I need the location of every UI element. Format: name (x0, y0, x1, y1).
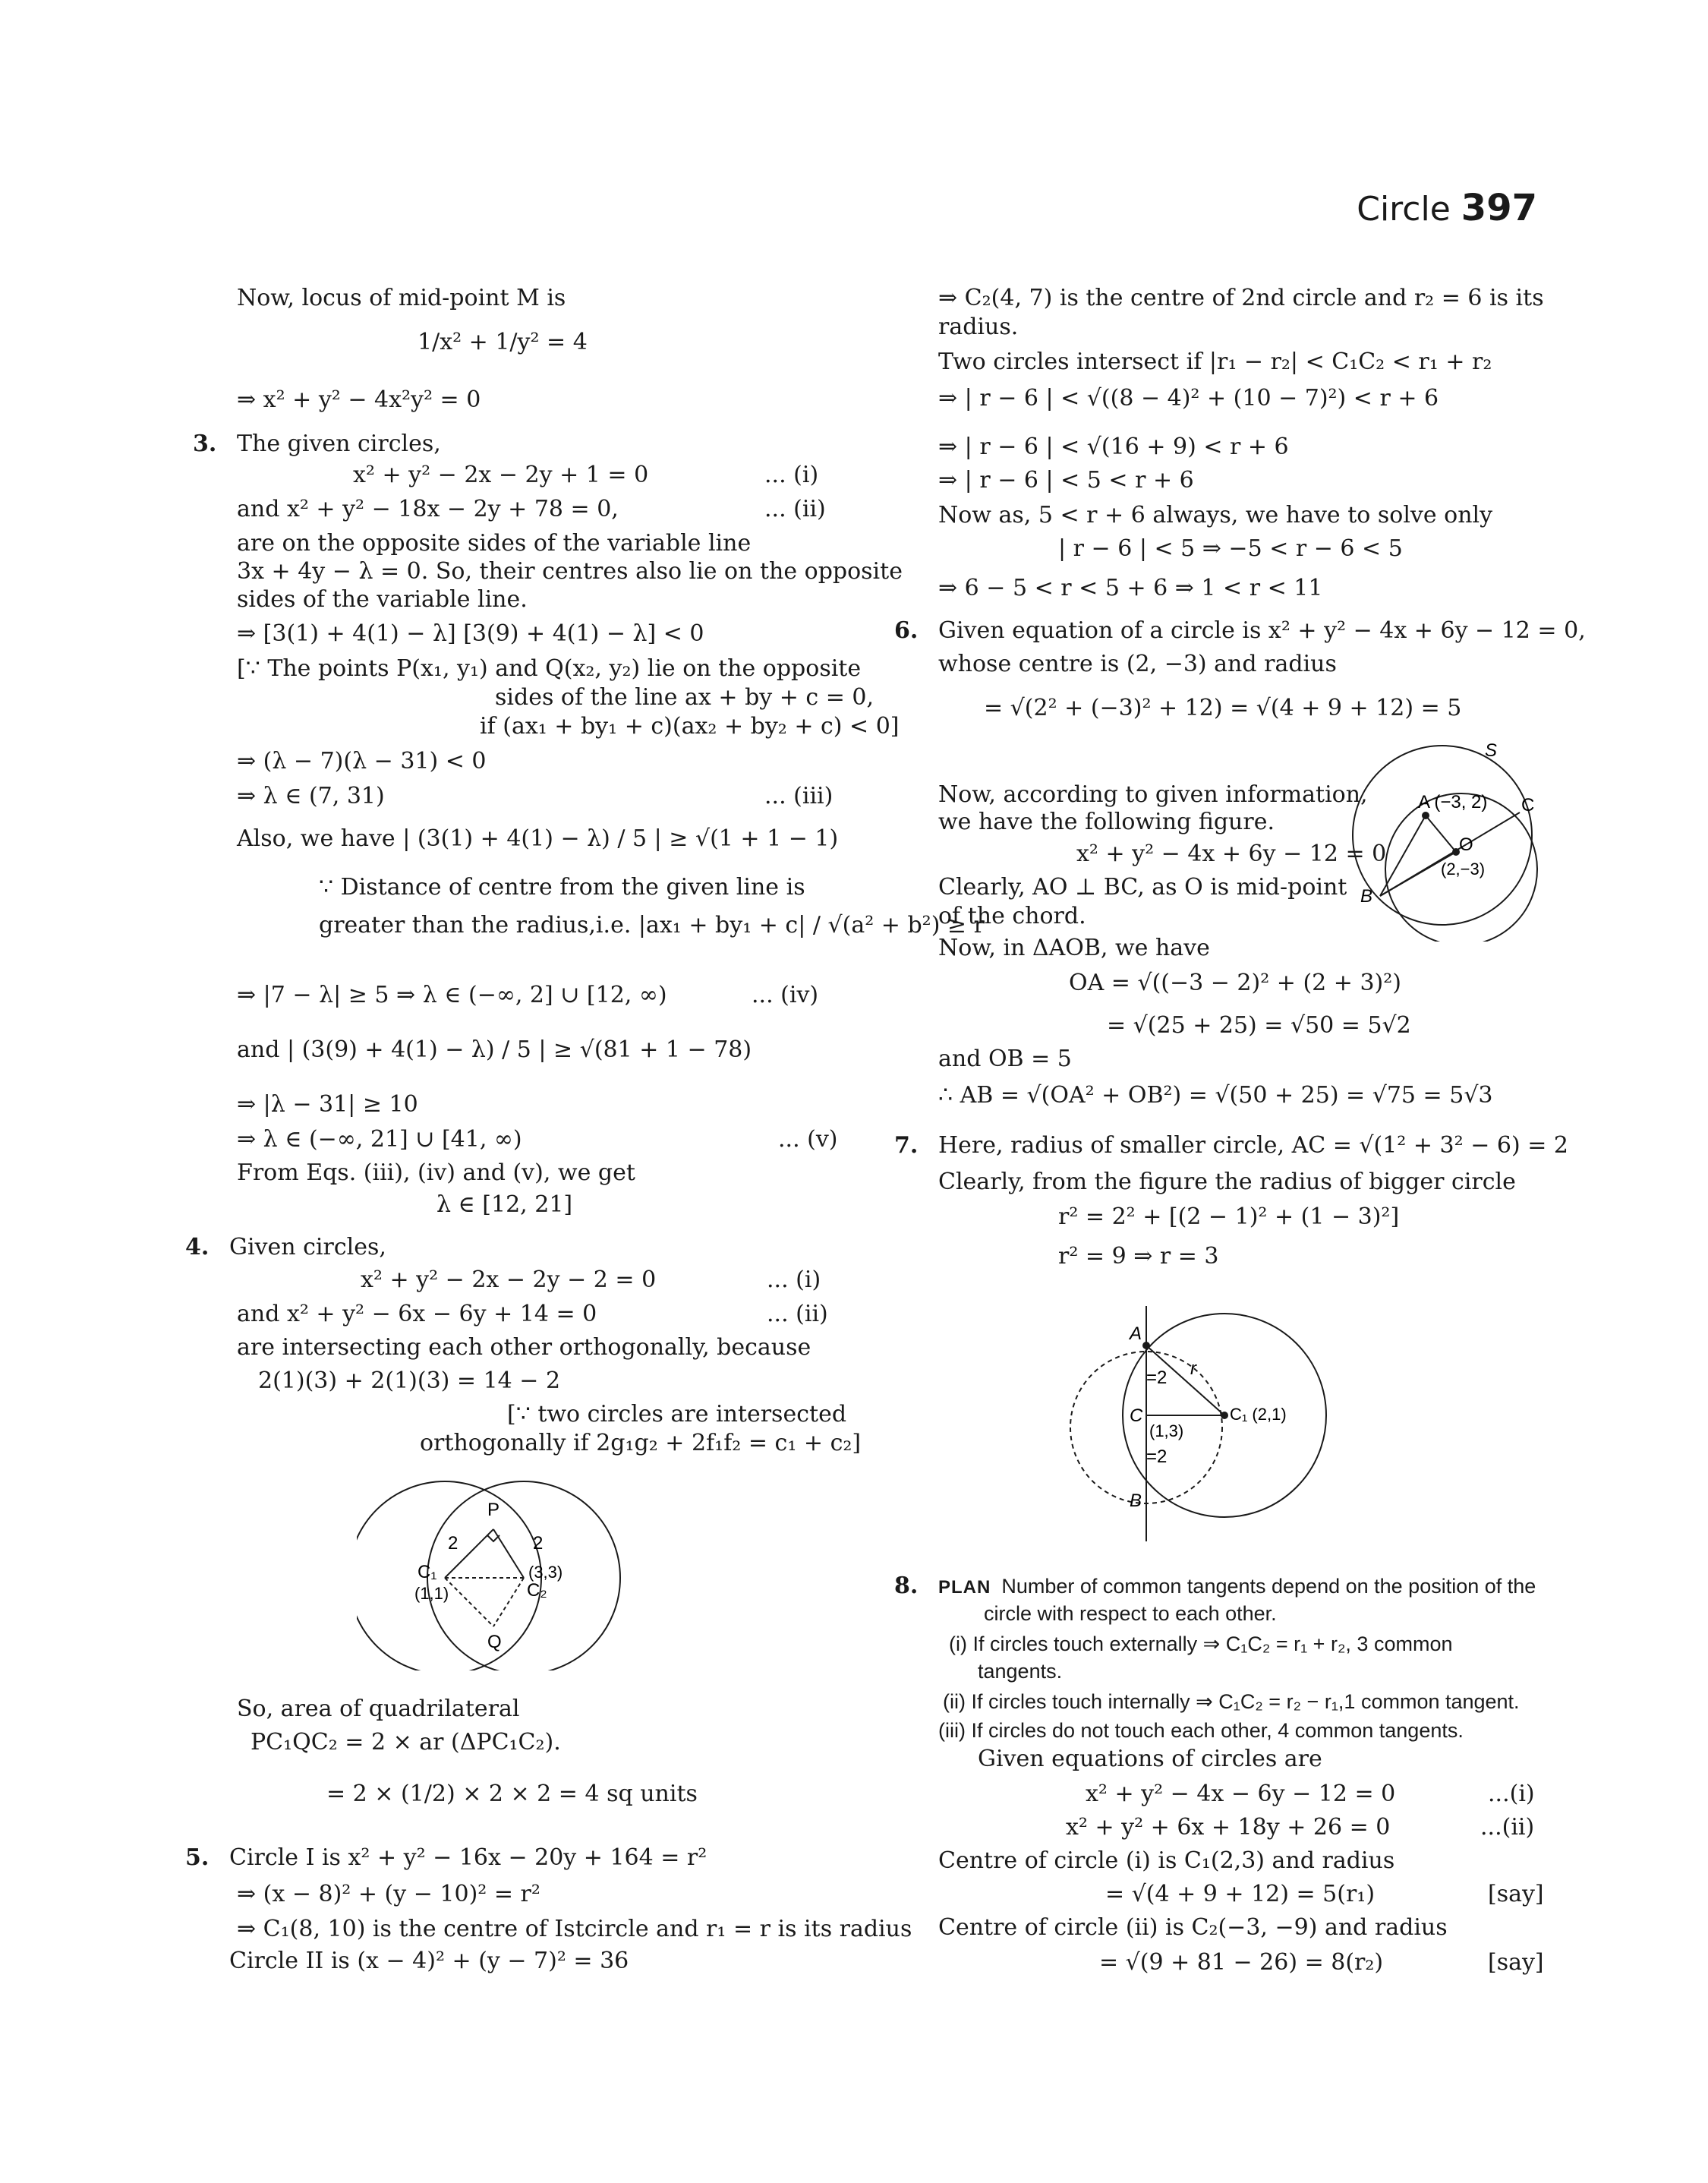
equation: ⇒ |7 − λ| ≥ 5 ⇒ λ ∈ (−∞, 2] ∪ [12, ∞) (237, 982, 667, 1008)
equation: ⇒ [3(1) + 4(1) − λ] [3(9) + 4(1) − λ] < 0 (237, 620, 704, 647)
figure-common-chord (1055, 1306, 1344, 1549)
problem-number: 7. (894, 1132, 919, 1159)
equation-tag: [say] (1488, 1949, 1544, 1976)
label-two-upper: =2 (1146, 1368, 1168, 1388)
text-line: sides of the line ax + by + c = 0, (495, 684, 874, 711)
equation: ⇒ | r − 6 | < √((8 − 4)² + (10 − 7)²) < r + 6 (938, 385, 1439, 412)
equation: = √(4 + 9 + 12) = 5(r₁) (1105, 1881, 1376, 1907)
equation-tag: ... (i) (764, 462, 819, 488)
equation: ⇒ (x − 8)² + (y − 10)² = r² (237, 1881, 540, 1907)
chapter-title: Circle (1357, 190, 1451, 229)
equation: ⇒ x² + y² − 4x²y² = 0 (237, 386, 481, 413)
label-r2: 2 (533, 1533, 544, 1554)
dashed-c2q (493, 1578, 524, 1626)
label-s: S (1485, 740, 1498, 761)
dashed-c1q (445, 1578, 493, 1626)
segment-ao (1426, 815, 1456, 852)
list-item: (iii) If circles do not touch each other, 4 common tangents. (938, 1719, 1464, 1742)
text-line: ⇒ C₁(8, 10) is the centre of Istcircle and r₁ = r is its radius (237, 1916, 912, 1942)
problem-number: 3. (193, 431, 217, 457)
label-c2-coords: (3,3) (528, 1563, 563, 1582)
problem-8 (894, 1572, 1536, 1602)
label-c1: C₁ (418, 1562, 437, 1582)
label-two-lower: =2 (1146, 1446, 1168, 1467)
list-item: (i) If circles touch externally ⇒ C₁C₂ = r₁ + r₂, 3 common (949, 1633, 1453, 1655)
label-o-coords: (2,−3) (1441, 860, 1486, 879)
label-c2: C₂ (527, 1580, 547, 1601)
text-line: Given equations of circles are (978, 1746, 1322, 1772)
label-c1: C₁ (2,1) (1230, 1405, 1287, 1424)
text-line: sides of the variable line. (237, 586, 528, 613)
text-line: Number of common tangents depend on the position of the (1001, 1575, 1536, 1598)
problem-number: 5. (185, 1844, 210, 1871)
equation: | r − 6 | < 5 ⇒ −5 < r − 6 < 5 (1058, 535, 1403, 562)
equation: Circle II is (x − 4)² + (y − 7)² = 36 (229, 1948, 629, 1974)
equation: ⇒ |λ − 31| ≥ 10 (237, 1091, 418, 1118)
equation-tag: ...(ii) (1480, 1814, 1535, 1841)
equation: PC₁QC₂ = 2 × ar (ΔPC₁C₂). (251, 1729, 561, 1756)
label-c1-coords: (1,1) (414, 1584, 449, 1603)
text-line: circle with respect to each other. (984, 1602, 1277, 1625)
text-line: ⇒ C₂(4, 7) is the centre of 2nd circle and r₂ = 6 is its (938, 285, 1544, 311)
equation: ⇒ | r − 6 | < √(16 + 9) < r + 6 (938, 434, 1289, 460)
text-line: Now, in ΔAOB, we have (938, 935, 1210, 961)
text-line: The given circles, (237, 431, 441, 457)
label-r1: 2 (448, 1533, 459, 1554)
text-line: of the chord. (938, 903, 1086, 929)
point-a (1142, 1342, 1150, 1349)
equation: and | (3(9) + 4(1) − λ) / 5 | ≥ √(81 + 1 − 78) (237, 1036, 752, 1063)
label-p: P (487, 1500, 500, 1520)
label-q: Q (487, 1632, 502, 1652)
equation: 2(1)(3) + 2(1)(3) = 14 − 2 (258, 1368, 561, 1394)
equation-tag: ... (i) (767, 1267, 821, 1293)
text-line: Centre of circle (i) is C₁(2,3) and radius (938, 1847, 1395, 1874)
text-line: Now as, 5 < r + 6 always, we have to solve only (938, 502, 1493, 528)
right-angle-mark (487, 1535, 499, 1541)
equation: = √(9 + 81 − 26) = 8(r₂) (1099, 1949, 1384, 1976)
equation: ⇒ (λ − 7)(λ − 31) < 0 (237, 748, 487, 774)
problem-number: 4. (185, 1234, 210, 1260)
text-line: Clearly, from the figure the radius of bigger circle (938, 1169, 1516, 1195)
point-a (1422, 812, 1429, 819)
label-c: C (1130, 1405, 1143, 1426)
problem-4 (185, 1233, 386, 1262)
figure-orthogonal-circles (357, 1481, 630, 1670)
equation: x² + y² + 6x + 18y + 26 = 0 (1066, 1814, 1391, 1841)
circle-c2 (427, 1481, 620, 1670)
text-line: are on the opposite sides of the variable line (237, 530, 752, 557)
text-line: [∵ two circles are intersected (507, 1401, 847, 1427)
equation: ∴ AB = √(OA² + OB²) = √(50 + 25) = √75 = 5√3 (938, 1082, 1493, 1109)
problem-number: 6. (894, 617, 919, 644)
equation: Circle I is x² + y² − 16x − 20y + 164 = r² (229, 1844, 707, 1871)
equation: r² = 2² + [(2 − 1)² + (1 − 3)²] (1058, 1203, 1400, 1230)
text-line: are intersecting each other orthogonally, because (237, 1334, 811, 1361)
text-line: Clearly, AO ⊥ BC, as O is mid-point (938, 874, 1347, 901)
equation-tag: ... (iii) (764, 783, 834, 809)
label-r: r (1190, 1358, 1196, 1379)
equation: λ ∈ [12, 21] (436, 1191, 573, 1218)
page-number: 397 (1461, 187, 1537, 229)
equation: OA = √((−3 − 2)² + (2 + 3)²) (1069, 970, 1401, 996)
equation: = 2 × (1/2) × 2 × 2 = 4 sq units (326, 1781, 698, 1807)
equation: x² + y² − 2x − 2y + 1 = 0 (353, 462, 649, 488)
text-line: orthogonally if 2g₁g₂ + 2f₁f₂ = c₁ + c₂] (420, 1430, 862, 1456)
list-item: (ii) If circles touch internally ⇒ C₁C₂ = r₂ − r₁,1 common tangent. (943, 1690, 1520, 1713)
page-header (1357, 187, 1537, 229)
text-line: [∵ The points P(x₁, y₁) and Q(x₂, y₂) lie on the opposite (237, 655, 862, 682)
equation: ⇒ 6 − 5 < r < 5 + 6 ⇒ 1 < r < 11 (938, 575, 1323, 601)
equation: ⇒ | r − 6 | < 5 < r + 6 (938, 467, 1194, 494)
equation-tag: [say] (1488, 1881, 1544, 1907)
problem-5 (185, 1844, 707, 1872)
equation: greater than the radius,i.e. |ax₁ + by₁ + c| / √(a² + b²) ≥ r (319, 912, 985, 939)
equation: and x² + y² − 18x − 2y + 78 = 0, (237, 496, 619, 522)
text-line: Centre of circle (ii) is C₂(−3, −9) and radius (938, 1914, 1448, 1941)
equation: = √(2² + (−3)² + 12) = √(4 + 9 + 12) = 5 (984, 695, 1462, 721)
plan-tag: PLAN (938, 1577, 991, 1598)
label-c-coords: (1,3) (1149, 1421, 1184, 1440)
point-c1 (1221, 1412, 1228, 1419)
label-o: O (1459, 834, 1473, 855)
text-line: 3x + 4y − λ = 0. So, their centres also lie on the opposite (237, 558, 903, 585)
equation: Also, we have | (3(1) + 4(1) − λ) / 5 | ≥ √(1 + 1 − 1) (237, 825, 839, 852)
list-item: tangents. (978, 1660, 1063, 1683)
problem-3 (193, 430, 441, 459)
label-b: B (1130, 1491, 1142, 1511)
equation: x² + y² − 4x + 6y − 12 = 0 (1076, 841, 1387, 867)
equation-tag: ... (ii) (764, 496, 826, 522)
equation-tag: ... (iv) (752, 982, 819, 1008)
equation: ⇒ λ ∈ (−∞, 21] ∪ [41, ∞) (237, 1126, 522, 1153)
problem-number: 8. (894, 1573, 919, 1599)
equation-tag: ... (ii) (767, 1301, 828, 1327)
text-line: ∵ Distance of centre from the given line is (319, 874, 805, 901)
text-line: Given circles, (229, 1234, 386, 1260)
text-line: From Eqs. (iii), (iv) and (v), we get (237, 1159, 635, 1186)
circle-c1 (357, 1481, 544, 1670)
equation: = √(25 + 25) = √50 = 5√2 (1107, 1012, 1411, 1039)
text-line: radius. (938, 314, 1019, 340)
problem-7 (894, 1131, 1568, 1160)
text-line: Now, according to given information, (938, 781, 1368, 808)
label-b: B (1360, 886, 1373, 907)
equation: and OB = 5 (938, 1046, 1072, 1072)
text-line: if (ax₁ + by₁ + c)(ax₂ + by₂ + c) < 0] (480, 713, 900, 740)
equation: Here, radius of smaller circle, AC = √(1² + 3² − 6) = 2 (938, 1132, 1568, 1159)
equation: and x² + y² − 6x − 6y + 14 = 0 (237, 1301, 597, 1327)
text-line: Given equation of a circle is x² + y² − 4x + 6y − 12 = 0, (938, 617, 1586, 644)
equation: x² + y² − 4x − 6y − 12 = 0 (1086, 1781, 1396, 1807)
text-line: So, area of quadrilateral (237, 1696, 520, 1722)
text-line: whose centre is (2, −3) and radius (938, 651, 1337, 677)
equation: ⇒ λ ∈ (7, 31) (237, 783, 385, 809)
text-line: Now, locus of mid-point M is (237, 285, 566, 311)
equation-tag: ...(i) (1488, 1781, 1535, 1807)
label-a: A (1130, 1323, 1142, 1344)
text-line: Two circles intersect if |r₁ − r₂| < C₁C₂ < r₁ + r₂ (938, 349, 1492, 375)
figure-chord-circle (1351, 737, 1549, 942)
equation: 1/x² + 1/y² = 4 (418, 329, 588, 355)
label-a: A (−3, 2) (1418, 792, 1488, 812)
text-line: we have the following figure. (938, 809, 1275, 835)
equation: r² = 9 ⇒ r = 3 (1058, 1243, 1219, 1270)
problem-6 (894, 617, 1586, 645)
label-c: C (1521, 795, 1535, 815)
equation: x² + y² − 2x − 2y − 2 = 0 (361, 1267, 657, 1293)
equation-tag: ... (v) (778, 1126, 838, 1153)
